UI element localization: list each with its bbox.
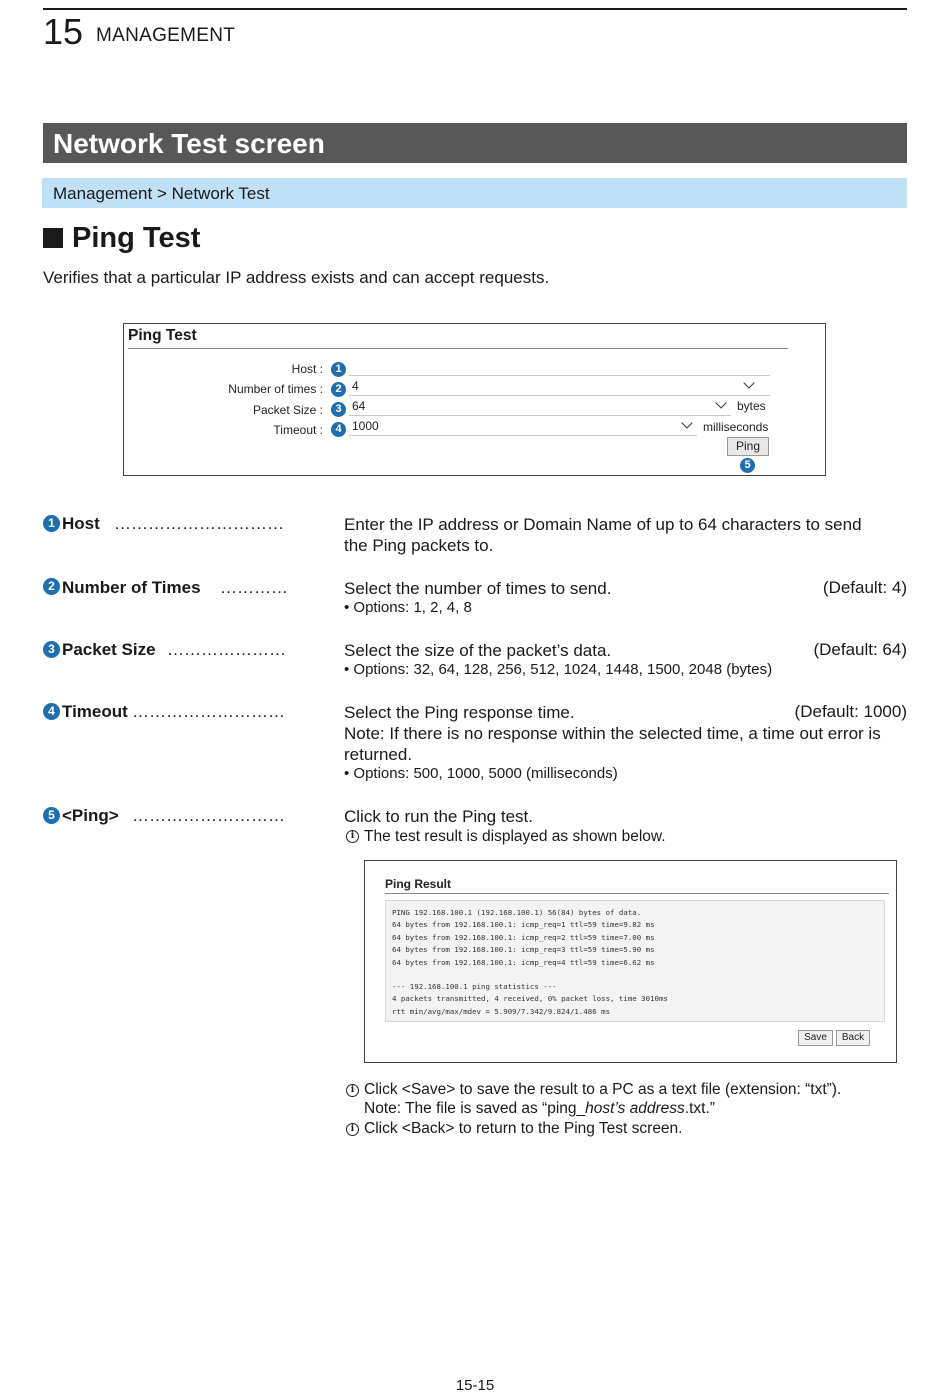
ping-test-heading: Ping Test bbox=[128, 327, 197, 344]
marker-4-icon: 4 bbox=[331, 422, 346, 437]
timeout-underline bbox=[349, 435, 697, 436]
chevron-down-icon bbox=[743, 377, 754, 388]
note-save-filename-suffix: .txt.” bbox=[684, 1100, 715, 1117]
packet-size-label: Packet Size : bbox=[252, 403, 323, 417]
item-default-timeout: (Default: 1000) bbox=[794, 702, 907, 721]
item-leader-dots: ………………………… bbox=[114, 514, 284, 533]
ping-button[interactable]: Ping bbox=[727, 437, 769, 456]
marker-1-icon: 1 bbox=[331, 362, 346, 377]
packet-size-select[interactable] bbox=[349, 398, 731, 415]
host-input-underline bbox=[349, 375, 770, 376]
timeout-unit: milliseconds bbox=[703, 420, 769, 434]
result-line: 64 bytes from 192.168.100.1: icmp_req=2 ttl=59 time=7.00 ms bbox=[392, 933, 655, 942]
save-button[interactable]: Save bbox=[798, 1030, 833, 1046]
item-desc-host-cont: the Ping packets to. bbox=[344, 536, 494, 555]
item-note-timeout: Note: If there is no response within the selected time, a time out error is bbox=[344, 724, 881, 743]
info-icon: i bbox=[346, 830, 359, 843]
note-save: Click <Save> to save the result to a PC as a text file (extension: “txt”). bbox=[364, 1081, 842, 1098]
note-save-filename bbox=[364, 1099, 715, 1118]
item-leader-dots: ……………………… bbox=[132, 702, 285, 721]
item-options-number-of-times: • Options: 1, 2, 4, 8 bbox=[344, 599, 472, 616]
item-desc-packet-size: Select the size of the packet’s data. bbox=[344, 641, 612, 660]
item-marker-5-icon: 5 bbox=[43, 807, 60, 824]
item-note-timeout-cont: returned. bbox=[344, 745, 413, 764]
chapter-title: MANAGEMENT bbox=[96, 25, 236, 46]
info-icon: i bbox=[346, 1123, 359, 1136]
host-input[interactable] bbox=[349, 358, 770, 375]
back-button[interactable]: Back bbox=[836, 1030, 870, 1046]
item-term-number-of-times: Number of Times bbox=[62, 578, 201, 597]
page-title: Network Test screen bbox=[53, 128, 325, 159]
item-options-packet-size: • Options: 32, 64, 128, 256, 512, 1024, 1448, 1500, 2048 (bytes) bbox=[344, 661, 773, 678]
chevron-down-icon bbox=[681, 417, 692, 428]
result-line: 64 bytes from 192.168.100.1: icmp_req=3 ttl=59 time=5.90 ms bbox=[392, 945, 655, 954]
item-term-packet-size: Packet Size bbox=[62, 640, 156, 659]
item-term-timeout: Timeout bbox=[62, 702, 128, 721]
result-line: 4 packets transmitted, 4 received, 0% packet loss, time 3010ms bbox=[392, 994, 668, 1003]
result-line: PING 192.168.100.1 (192.168.100.1) 56(84) bytes of data. bbox=[392, 908, 642, 917]
item-desc-ping: Click to run the Ping test. bbox=[344, 807, 533, 826]
item-term-host: Host bbox=[62, 514, 100, 533]
item-leader-dots: ……………………… bbox=[132, 806, 285, 825]
item-marker-4-icon: 4 bbox=[43, 703, 60, 720]
section-intro: Verifies that a particular IP address exists and can accept requests. bbox=[43, 268, 550, 287]
note-save-filename-host: host’s address bbox=[585, 1100, 685, 1117]
item-desc-host: Enter the IP address or Domain Name of up to 64 characters to send bbox=[344, 515, 862, 534]
result-heading-rule bbox=[385, 893, 889, 894]
chapter-number: 15 bbox=[43, 11, 84, 52]
ping-result-heading: Ping Result bbox=[385, 877, 452, 891]
number-of-times-value: 4 bbox=[352, 379, 359, 393]
number-of-times-label: Number of times : bbox=[228, 382, 323, 396]
timeout-value: 1000 bbox=[352, 419, 379, 433]
info-icon: i bbox=[346, 1084, 359, 1097]
marker-2-icon: 2 bbox=[331, 382, 346, 397]
number-of-times-underline bbox=[349, 395, 770, 396]
item-marker-3-icon: 3 bbox=[43, 641, 60, 658]
breadcrumb: Management > Network Test bbox=[53, 184, 270, 203]
item-options-timeout: • Options: 500, 1000, 5000 (milliseconds) bbox=[344, 765, 618, 782]
section-square-icon bbox=[43, 228, 63, 248]
item-leader-dots: ………… bbox=[220, 578, 288, 597]
timeout-select[interactable] bbox=[349, 418, 697, 435]
item-marker-2-icon: 2 bbox=[43, 578, 60, 595]
item-leader-dots: ………………… bbox=[167, 640, 286, 659]
result-line: rtt min/avg/max/mdev = 5.909/7.342/9.824/1.486 ms bbox=[392, 1007, 611, 1016]
packet-size-underline bbox=[349, 415, 731, 416]
item-default-number-of-times: (Default: 4) bbox=[822, 578, 907, 597]
item-term-ping: <Ping> bbox=[62, 806, 119, 825]
heading-rule bbox=[128, 348, 788, 349]
section-title: Ping Test bbox=[72, 222, 201, 254]
item-desc-number-of-times: Select the number of times to send. bbox=[344, 579, 612, 598]
result-line: 64 bytes from 192.168.100.1: icmp_req=4 ttl=59 time=6.62 ms bbox=[392, 958, 655, 967]
item-desc-timeout: Select the Ping response time. bbox=[344, 703, 575, 722]
item-default-packet-size: (Default: 64) bbox=[813, 640, 907, 659]
top-rule bbox=[43, 8, 907, 10]
number-of-times-select[interactable] bbox=[349, 377, 770, 395]
note-save-filename-prefix: Note: The file is saved as “ping_ bbox=[364, 1100, 586, 1117]
packet-size-value: 64 bbox=[352, 399, 366, 413]
item-info-ping: The test result is displayed as shown below. bbox=[364, 828, 666, 845]
chevron-down-icon bbox=[715, 397, 726, 408]
host-label: Host : bbox=[291, 362, 323, 376]
marker-3-icon: 3 bbox=[331, 402, 346, 417]
timeout-label: Timeout : bbox=[273, 423, 323, 437]
note-back: Click <Back> to return to the Ping Test screen. bbox=[364, 1120, 683, 1137]
result-line: 64 bytes from 192.168.100.1: icmp_req=1 ttl=59 time=9.82 ms bbox=[392, 920, 655, 929]
item-marker-1-icon: 1 bbox=[43, 515, 60, 532]
page-number: 15-15 bbox=[455, 1377, 495, 1394]
packet-size-unit: bytes bbox=[737, 399, 766, 413]
marker-5-icon: 5 bbox=[740, 458, 755, 473]
result-line: --- 192.168.100.1 ping statistics --- bbox=[392, 982, 557, 991]
